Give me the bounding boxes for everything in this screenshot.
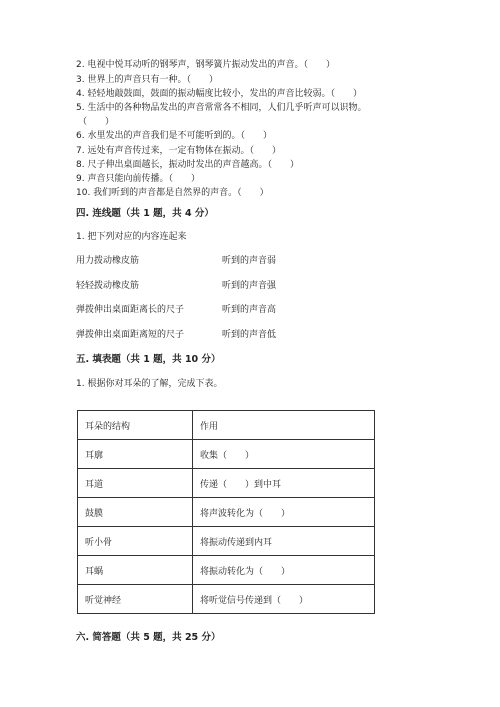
match-right-item: 听到的声音弱: [222, 256, 277, 266]
table-cell: 听觉神经: [78, 585, 193, 614]
section-5-title: 五. 填表题（共 1 题，共 10 分）: [76, 354, 221, 365]
table-row: [78, 440, 375, 469]
table-cell: 将振动传递到内耳: [193, 527, 375, 556]
ear-structure-table: [77, 410, 375, 614]
judgement-item-3: 3. 世界上的声音只有一种。（ ）: [76, 75, 218, 85]
table-cell: 收集（ ）: [193, 440, 375, 469]
table-cell: 耳蜗: [78, 556, 193, 585]
table-cell: 将振动转化为（ ）: [193, 556, 375, 585]
judgement-item-10: 10. 我们听到的声音都是自然界的声音。（ ）: [76, 188, 269, 198]
judgement-item-5-bracket: （ ）: [78, 117, 115, 127]
table-cell: 传递（ ）到中耳: [193, 469, 375, 498]
match-right-item: 听到的声音强: [222, 281, 277, 291]
match-left-item: 轻轻拨动橡皮筋: [76, 281, 140, 291]
table-row: [78, 556, 375, 585]
match-left-item: 用力拨动橡皮筋: [76, 256, 140, 266]
match-right-item: 听到的声音高: [222, 305, 277, 315]
table-header-cell: 耳朵的结构: [78, 411, 193, 440]
table-cell: 耳廓: [78, 440, 193, 469]
table-cell: 将听觉信号传递到（ ）: [193, 585, 375, 614]
table-row: [78, 498, 375, 527]
table-header-cell: 作用: [193, 411, 375, 440]
table-row: [78, 527, 375, 556]
table-cell: 听小骨: [78, 527, 193, 556]
table-cell: 将声波转化为（ ）: [193, 498, 375, 527]
judgement-item-6: 6. 水里发出的声音我们是不可能听到的。（ ）: [76, 131, 272, 141]
judgement-item-2: 2. 电视中悦耳动听的钢琴声，钢琴簧片振动发出的声音。（ ）: [76, 60, 335, 70]
match-left-item: 弹拨伸出桌面距离长的尺子: [76, 305, 185, 315]
match-left-item: 弹拨伸出桌面距离短的尺子: [76, 330, 185, 340]
judgement-item-4: 4. 轻轻地敲鼓面，鼓面的振动幅度比较小，发出的声音比较弱。（ ）: [76, 89, 362, 99]
table-cell: 鼓膜: [78, 498, 193, 527]
section-6-title: 六. 简答题（共 5 题，共 25 分）: [76, 632, 221, 643]
section-4-title: 四. 连线题（共 1 题，共 4 分）: [76, 208, 214, 219]
table-cell: 耳道: [78, 469, 193, 498]
judgement-item-7: 7. 远处有声音传过来，一定有物体在振动。（ ）: [76, 146, 281, 156]
table-header-row: [78, 411, 375, 440]
judgement-item-8: 8. 尺子伸出桌面越长，振动时发出的声音越高。（ ）: [76, 160, 299, 170]
section-4-question: 1. 把下列对应的内容连起来: [76, 232, 187, 242]
table-row: [78, 585, 375, 614]
section-5-question: 1. 根据你对耳朵的了解，完成下表。: [76, 379, 223, 389]
table-row: [78, 469, 375, 498]
match-right-item: 听到的声音低: [222, 330, 277, 340]
judgement-item-5: 5. 生活中的各种物品发出的声音常常各不相同，人们几乎听声可以识物。: [76, 103, 367, 113]
judgement-item-9: 9. 声音只能向前传播。（ ）: [76, 174, 200, 184]
